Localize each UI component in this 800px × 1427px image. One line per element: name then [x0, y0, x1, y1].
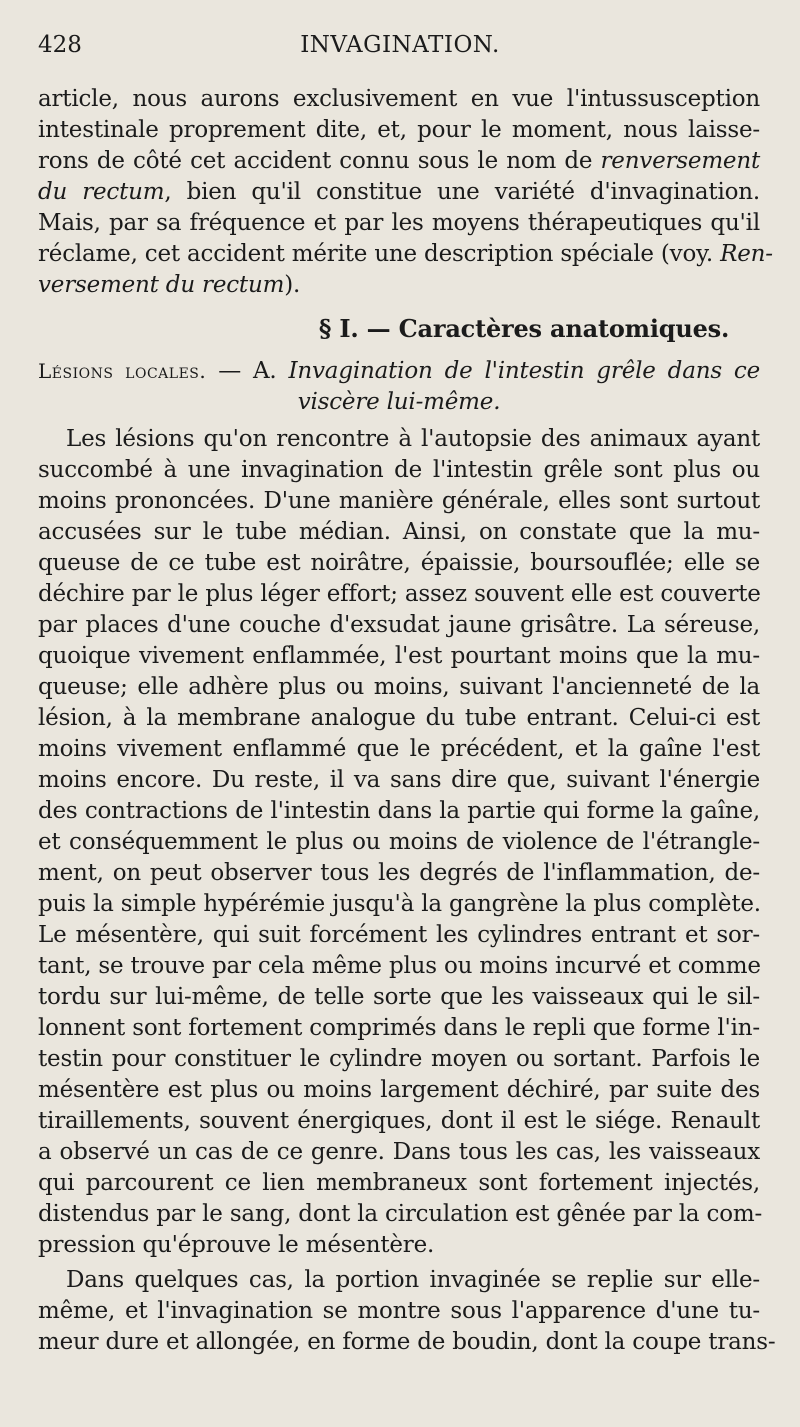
text-line: queuse; elle adhère plus ou moins, suivant l'ancienneté de la [38, 674, 760, 700]
text-line: accusées sur le tube médian. Ainsi, on constate que la mu- [38, 519, 760, 545]
text-line: du rectum, bien qu'il constitue une variété d'invagination. [38, 179, 760, 205]
text-line: lésion, à la membrane analogue du tube entrant. Celui-ci est [38, 705, 760, 731]
text-line: Mais, par sa fréquence et par les moyens thérapeutiques qu'il [38, 210, 760, 236]
text-line: a observé un cas de ce genre. Dans tous les cas, les vaisseaux [38, 1139, 760, 1165]
text-line: lonnent sont fortement comprimés dans le repli que forme l'in- [38, 1015, 760, 1041]
text-line: testin pour constituer le cylindre moyen ou sortant. Parfois le [38, 1046, 760, 1072]
text-line: meur dure et allongée, en forme de boudin, dont la coupe trans- [38, 1329, 776, 1355]
text-line: mésentère est plus ou moins largement déchiré, par suite des [38, 1077, 760, 1103]
paragraph [38, 1265, 776, 1358]
text-line: distendus par le sang, dont la circulation est gênée par la com- [38, 1201, 763, 1227]
text-line: Les lésions qu'on rencontre à l'autopsie des animaux ayant [66, 426, 760, 452]
text-line: tordu sur lui-même, de telle sorte que les vaisseaux qui le sil- [38, 984, 760, 1010]
text-line: tiraillements, souvent énergiques, dont il est le siége. Renault [38, 1108, 760, 1134]
text-line: pression qu'éprouve le mésentère. [38, 1232, 435, 1258]
text-line: qui parcourent ce lien membraneux sont fortement injectés, [38, 1170, 760, 1196]
text-line: rons de côté cet accident connu sous le nom de renversement [38, 148, 760, 174]
subsection-heading-cont: viscère lui-même. [297, 389, 501, 415]
text-line: des contractions de l'intestin dans la partie qui forme la gaîne, [38, 798, 760, 824]
italic-term: Ren- [720, 241, 773, 267]
text-line: moins prononcées. D'une manière générale, elles sont surtout [38, 488, 760, 514]
italic-term: renversement [600, 148, 760, 174]
text-line: tant, se trouve par cela même plus ou moins incurvé et comme [38, 953, 761, 979]
text-line: succombé à une invagination de l'intestin grêle sont plus ou [38, 457, 760, 483]
text-line: réclame, cet accident mérite une description spéciale (voy. Ren- [38, 241, 773, 267]
italic-term: versement du rectum [38, 272, 285, 298]
text-line: Le mésentère, qui suit forcément les cylindres entrant et sor- [38, 922, 760, 948]
text-line: queuse de ce tube est noirâtre, épaissie, boursouflée; elle se [38, 550, 760, 576]
subsection-label: Lésions locales. [38, 359, 207, 383]
page-body [38, 84, 776, 1358]
text-line: moins encore. Du reste, il va sans dire que, suivant l'énergie [38, 767, 760, 793]
text-line: quoique vivement enflammée, l'est pourtant moins que la mu- [38, 643, 760, 669]
subsection-heading: Lésions locales. — A. Invagination de l'intestin grêle dans ce [38, 358, 760, 384]
text-line: intestinale proprement dite, et, pour le moment, nous laisse- [38, 117, 760, 143]
page-number: 428 [38, 32, 82, 58]
text-line: moins vivement enflammé que le précédent, et la gaîne l'est [38, 736, 760, 762]
text-line: puis la simple hypérémie jusqu'à la gangrène la plus complète. [38, 891, 761, 917]
section-heading: § I. — Caractères anatomiques. [318, 314, 730, 343]
text-line: versement du rectum). [38, 272, 301, 298]
text-line: ment, on peut observer tous les degrés de l'inflammation, de- [38, 860, 760, 886]
subsection-title: Invagination de l'intestin grêle dans ce [288, 358, 760, 384]
page-header [0, 32, 800, 66]
text-line: article, nous aurons exclusivement en vue l'intussusception [38, 86, 760, 112]
text-line: déchire par le plus léger effort; assez souvent elle est couverte [38, 581, 761, 607]
text-line: même, et l'invagination se montre sous l'apparence d'une tu- [38, 1298, 760, 1324]
running-title: INVAGINATION. [300, 32, 500, 58]
text-line: et conséquemment le plus ou moins de violence de l'étrangle- [38, 829, 760, 855]
text-line: Dans quelques cas, la portion invaginée se replie sur elle- [66, 1267, 760, 1293]
italic-term: du rectum [38, 179, 165, 205]
text-line: par places d'une couche d'exsudat jaune grisâtre. La séreuse, [38, 612, 760, 638]
paragraph [38, 424, 763, 1261]
